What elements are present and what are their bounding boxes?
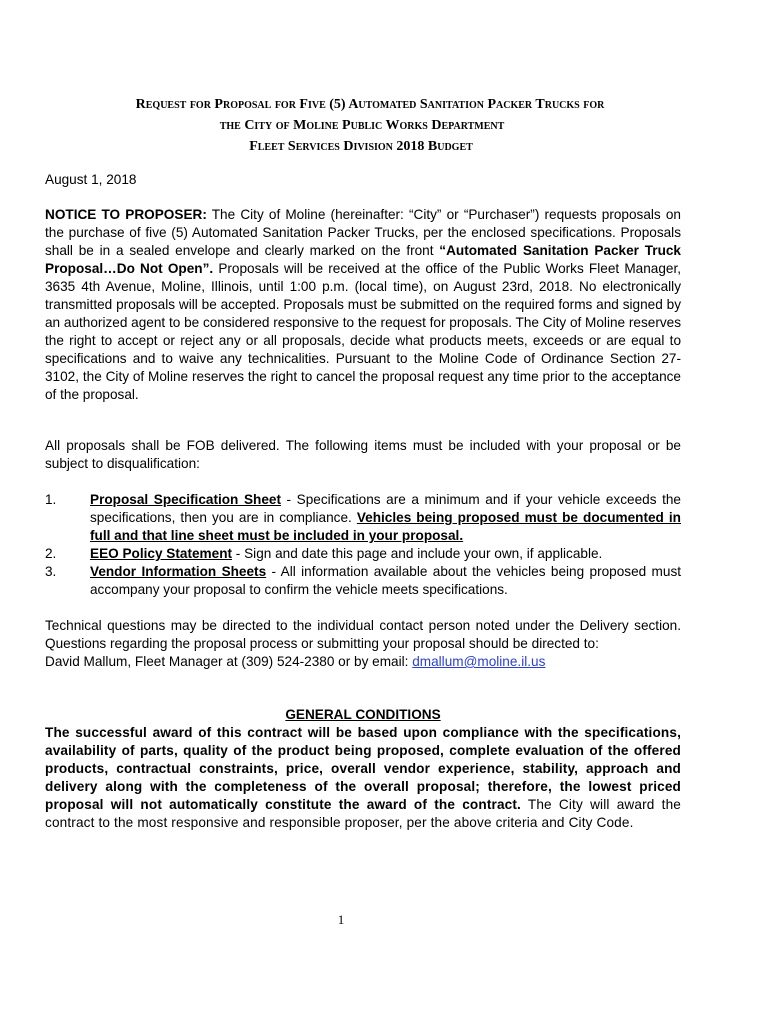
notice-text-1: The City of Moline (hereinafter: “City” or “Purchaser”) requests proposals on the purchase of five (5) Automated Sanitation Packer Trucks, per the enclosed specifications. Proposals shall be in a sealed envelope and clearly marked on the front xyxy=(45,207,681,258)
title-line-2: the City of Moline Public Works Department xyxy=(219,118,505,133)
page-number: 1 xyxy=(337,912,345,927)
title-line-3: Fleet Services Division 2018 Budget xyxy=(249,139,473,154)
title-line-1: Request for Proposal for Five (5) Automated Sanitation Packer Trucks for xyxy=(135,97,605,112)
list-item-text: - All information available about the vehicles being proposed must accompany your proposal to confirm the vehicle meets specifications. xyxy=(90,564,682,597)
notice-text-2: Proposals will be received at the office of the Public Works Fleet Manager, 3635 4th Avenue, Moline, Illinois, until 1:00 p.m. (local time), on August 23rd, 2018. No electronically transmitted proposals will be accepted. Proposals must be submitted on the required forms and signed by an authorized agent to be considered responsive to the request for proposals. The City of Moline reserves the right to accept or reject any or all proposals, decide what products meets, exceeds or are equal to specifications and to waive any technicalities. Pursuant to the Moline Code of Ordinance Section 27-3102, the City of Moline reserves the right to cancel the proposal request any time prior to the acceptance of the proposal. xyxy=(45,261,681,402)
document-date: August 1, 2018 xyxy=(45,172,137,187)
list-item-title: Vendor Information Sheets xyxy=(90,564,267,579)
list-item xyxy=(45,563,681,599)
fob-text: All proposals shall be FOB delivered. The following items must be included with your proposal or be subject to disqualification: xyxy=(45,438,681,471)
required-items-list xyxy=(45,491,681,599)
list-item-title: EEO Policy Statement xyxy=(90,546,233,561)
contact-line xyxy=(45,653,681,671)
list-item-number: 3. xyxy=(45,564,57,579)
list-item-title: Proposal Specification Sheet xyxy=(90,492,281,507)
general-conditions-section xyxy=(45,706,681,832)
list-item-number: 1. xyxy=(45,492,57,507)
notice-label: NOTICE TO PROPOSER: xyxy=(45,207,207,222)
email-link[interactable]: dmallum@moline.il.us xyxy=(412,654,546,669)
general-conditions-bold: The successful award of this contract will be based upon compliance with the specifications, availability of parts, quality of the product being proposed, complete evaluation of the offered products, contractual constraints, price, overall vendor experience, stability, approach and delivery along with the completeness of the overall proposal; therefore, the lowest priced proposal will not automatically constitute the award of the contract. xyxy=(45,725,681,812)
fob-paragraph xyxy=(45,437,681,473)
list-item-text: - Specifications are a minimum and if your vehicle exceeds the specifications, then you are in compliance. xyxy=(90,492,681,525)
contact-text: David Mallum, Fleet Manager at (309) 524-2380 or by email: xyxy=(45,654,413,669)
list-item xyxy=(45,491,681,545)
list-item-text: - Sign and date this page and include your own, if applicable. xyxy=(232,546,603,561)
list-item xyxy=(45,545,681,563)
general-conditions-heading: GENERAL CONDITIONS xyxy=(285,707,441,722)
document-title xyxy=(0,94,770,157)
notice-paragraph xyxy=(45,206,681,404)
tech-text: Technical questions may be directed to the individual contact person noted under the Delivery section. Questions regarding the proposal process or submitting your proposal should be directed to: xyxy=(45,618,681,651)
general-conditions-text: The City will award the contract to the most responsive and responsible proposer, per the above criteria and City Code. xyxy=(45,797,681,830)
envelope-marking: “Automated Sanitation Packer Truck Proposal…Do Not Open”. xyxy=(45,243,681,276)
list-item-requirement: Vehicles being proposed must be documented in full and that line sheet must be included in your proposal. xyxy=(90,510,681,543)
technical-questions-paragraph xyxy=(45,617,681,671)
list-item-number: 2. xyxy=(45,546,57,561)
